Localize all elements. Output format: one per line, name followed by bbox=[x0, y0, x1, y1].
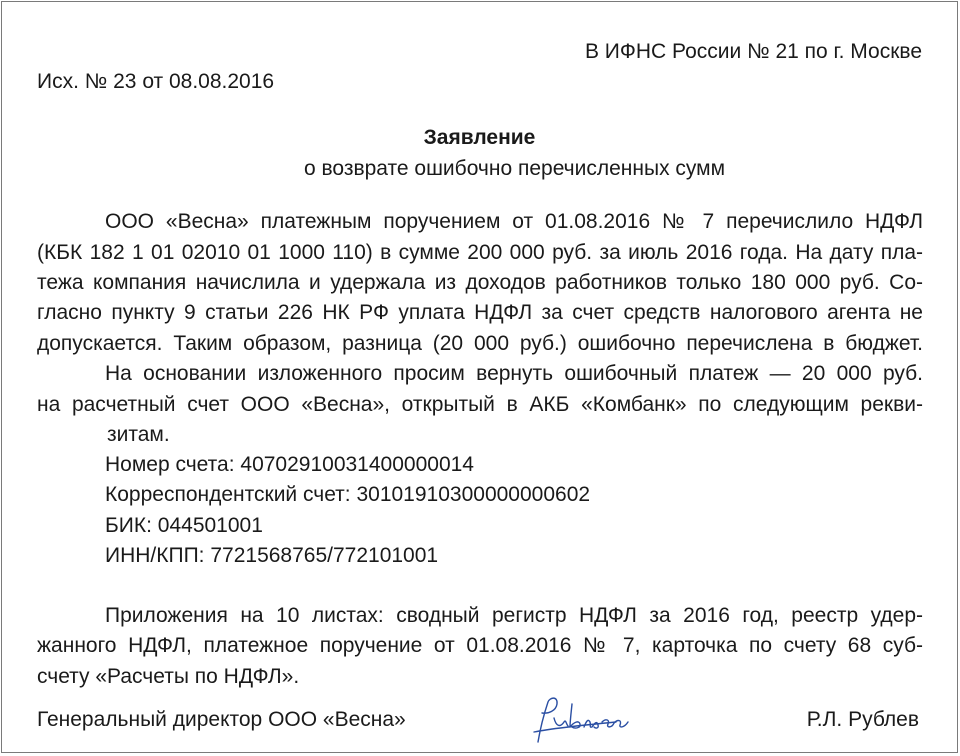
paragraph-1-line: гласно пункту 9 статьи 226 НК РФ уплата НДФЛ за счет средств налогового агента не bbox=[37, 301, 923, 324]
inn-kpp: ИНН/КПП: 7721568765/772101001 bbox=[105, 544, 439, 567]
correspondent-account: Корреспондентский счет: 30101910300000000602 bbox=[105, 483, 591, 506]
signatory-name: Р.Л. Рублев bbox=[806, 708, 919, 731]
attachments-line: жанного НДФЛ, платежное поручение от 01.08.2016 № 7, карточка по счету 68 суб- bbox=[37, 634, 923, 657]
paragraph-1-line: тежа компания начислила и удержала из доходов работников только 180 000 руб. Со- bbox=[37, 271, 923, 294]
signatory-position: Генеральный директор ООО «Весна» bbox=[37, 708, 406, 731]
paragraph-1-line: допускается. Таким образом, разница (20 000 руб.) ошибочно перечислена в бюджет. bbox=[37, 332, 923, 355]
paragraph-1-line: (КБК 182 1 01 02010 01 1000 110) в сумме 200 000 руб. за июль 2016 года. На дату пла- bbox=[37, 241, 923, 264]
recipient-address: В ИФНС России № 21 по г. Москве bbox=[584, 40, 922, 63]
paragraph-1-line: ООО «Весна» платежным поручением от 01.08.2016 № 7 перечислило НДФЛ bbox=[105, 210, 923, 233]
bank-bik: БИК: 044501001 bbox=[105, 514, 263, 537]
attachments-line: счету «Расчеты по НДФЛ». bbox=[37, 665, 300, 688]
document-page bbox=[1, 1, 958, 753]
bank-account-number: Номер счета: 40702910031400000014 bbox=[105, 453, 474, 476]
document-title: Заявление bbox=[423, 126, 536, 149]
attachments-line: Приложения на 10 листах: сводный регистр НДФЛ за 2016 год, реестр удер- bbox=[105, 604, 923, 627]
paragraph-2-line: на расчетный счет ООО «Весна», открытый в АКБ «Комбанк» по следующим рекви- bbox=[37, 393, 923, 416]
document-subtitle: о возврате ошибочно перечисленных сумм bbox=[303, 157, 726, 180]
paragraph-2-line: На основании изложенного просим вернуть ошибочный платеж — 20 000 руб. bbox=[105, 362, 923, 385]
handwritten-signature bbox=[524, 692, 634, 746]
paragraph-2-line: зитам. bbox=[107, 423, 170, 446]
outgoing-reference: Исх. № 23 от 08.08.2016 bbox=[37, 70, 275, 93]
